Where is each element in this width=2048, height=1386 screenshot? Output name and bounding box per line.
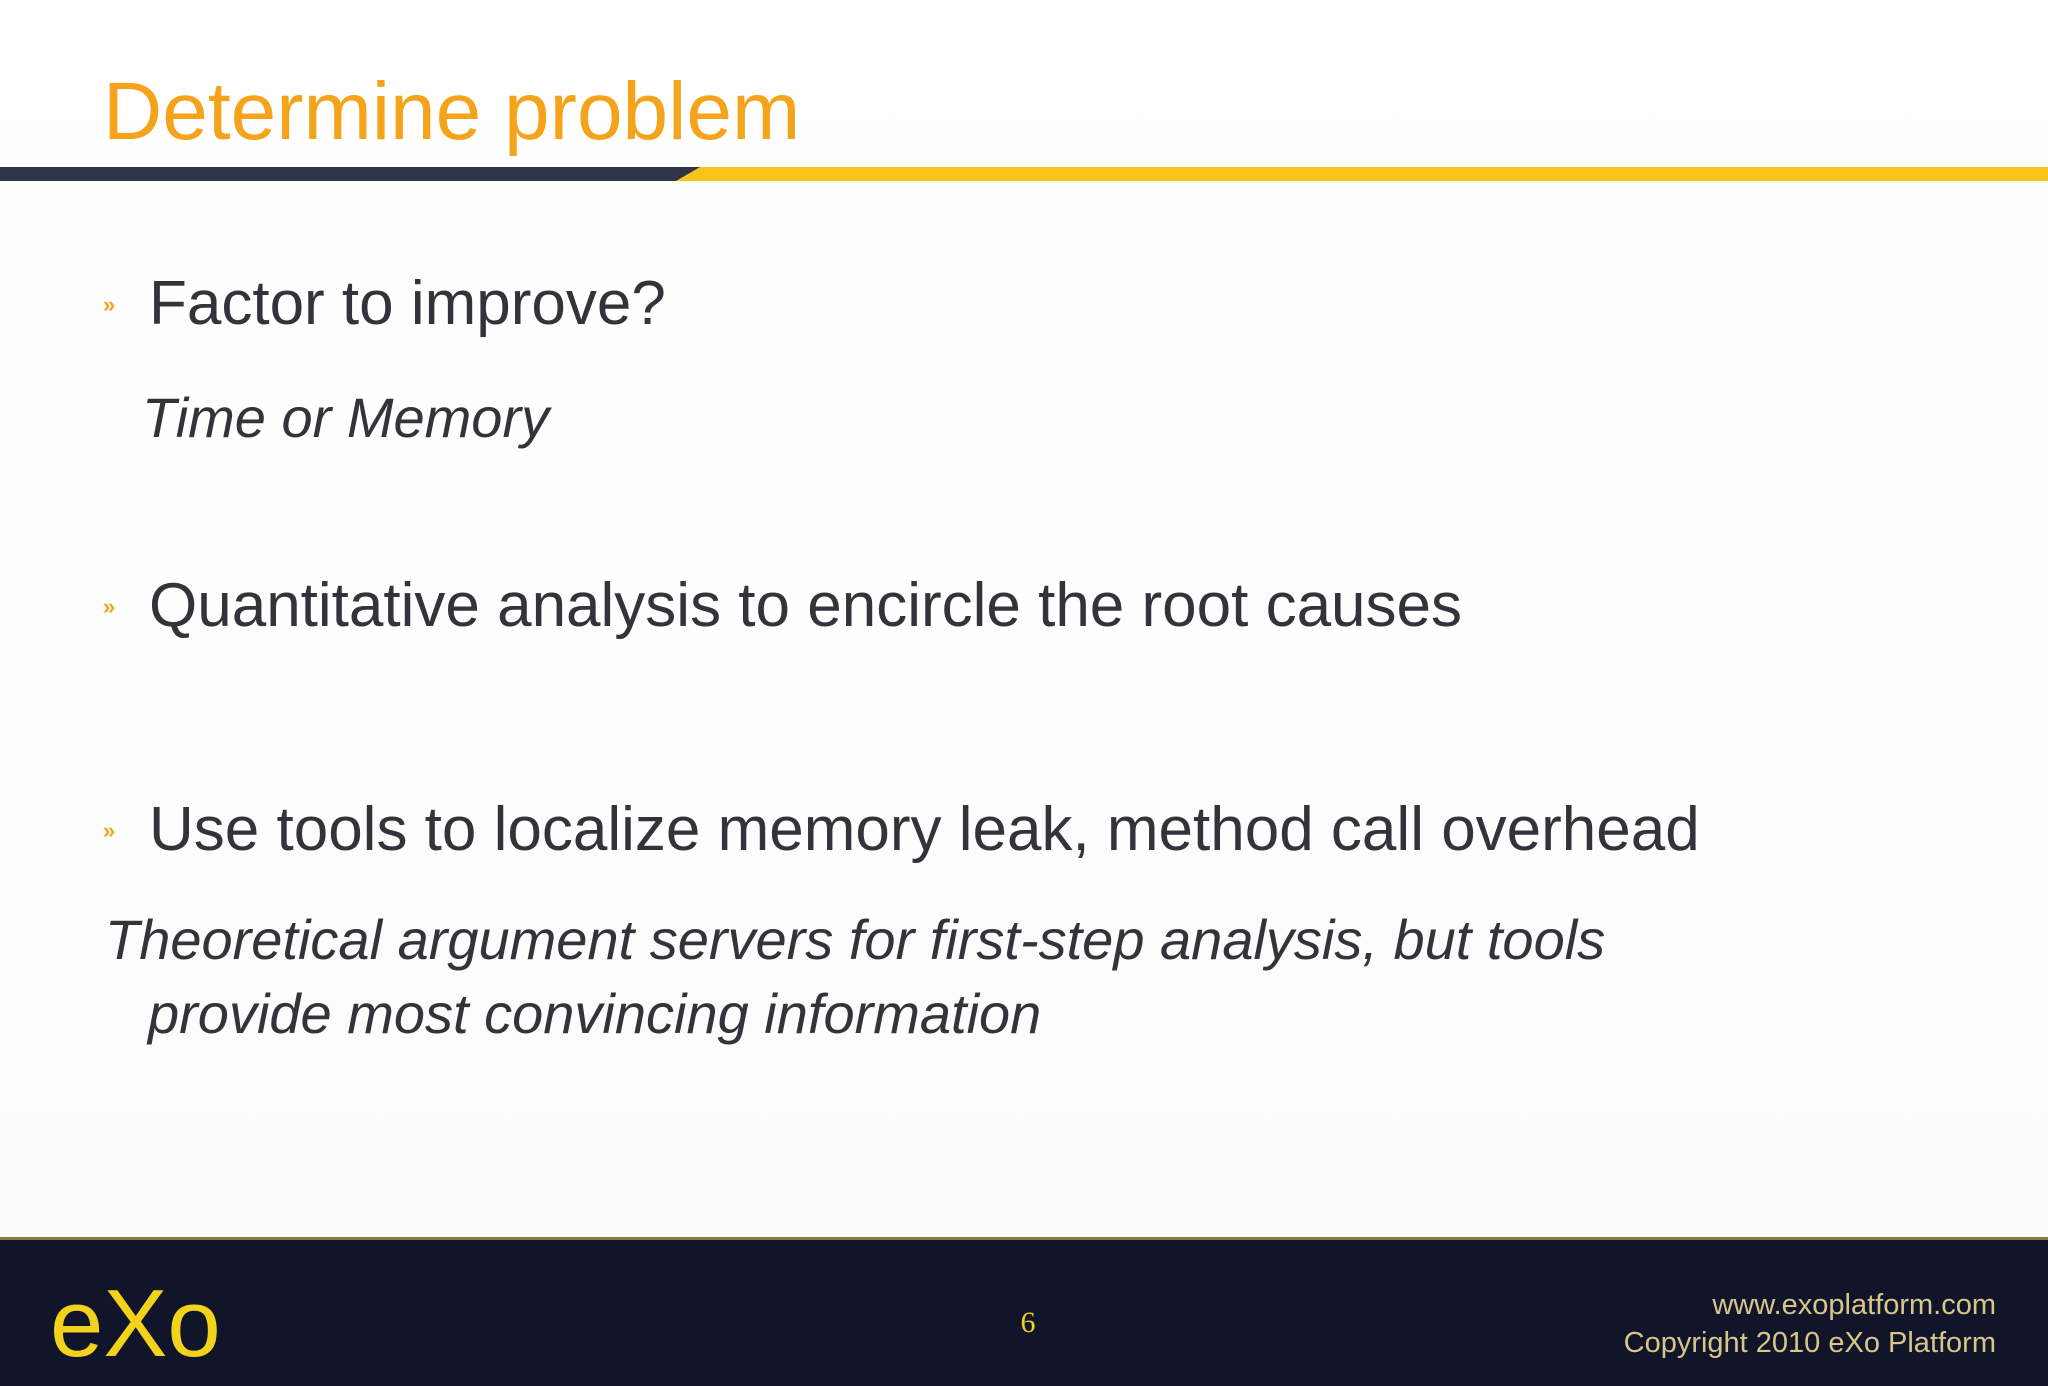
bullet-text: Use tools to localize memory leak, method call overhead: [149, 795, 1700, 864]
sub-note-theoretical-line2: provide most convincing information: [148, 982, 1042, 1045]
logo-text: eXo: [50, 1278, 221, 1368]
bullet-marker: »: [103, 292, 116, 317]
exo-logo: [50, 1278, 290, 1368]
bullet-text: Quantitative analysis to encircle the root causes: [149, 571, 1463, 640]
website-link[interactable]: www.exoplatform.com: [1712, 1289, 1996, 1321]
title-rule: [0, 167, 2048, 181]
footer-info: [1624, 1286, 1996, 1362]
bullet-marker: »: [103, 594, 116, 619]
copyright-text: Copyright 2010 eXo Platform: [1623, 1327, 1996, 1359]
slide-title: Determine problem: [103, 66, 801, 157]
bullet-text: Factor to improve?: [149, 269, 666, 338]
footer-bar: [0, 1237, 2048, 1386]
bullet-marker: »: [103, 818, 116, 843]
sub-note-theoretical-line1: Theoretical argument servers for first-step analysis, but tools: [105, 908, 1606, 971]
sub-note-time-or-memory: Time or Memory: [142, 386, 550, 449]
page-number: 6: [1020, 1306, 1036, 1339]
